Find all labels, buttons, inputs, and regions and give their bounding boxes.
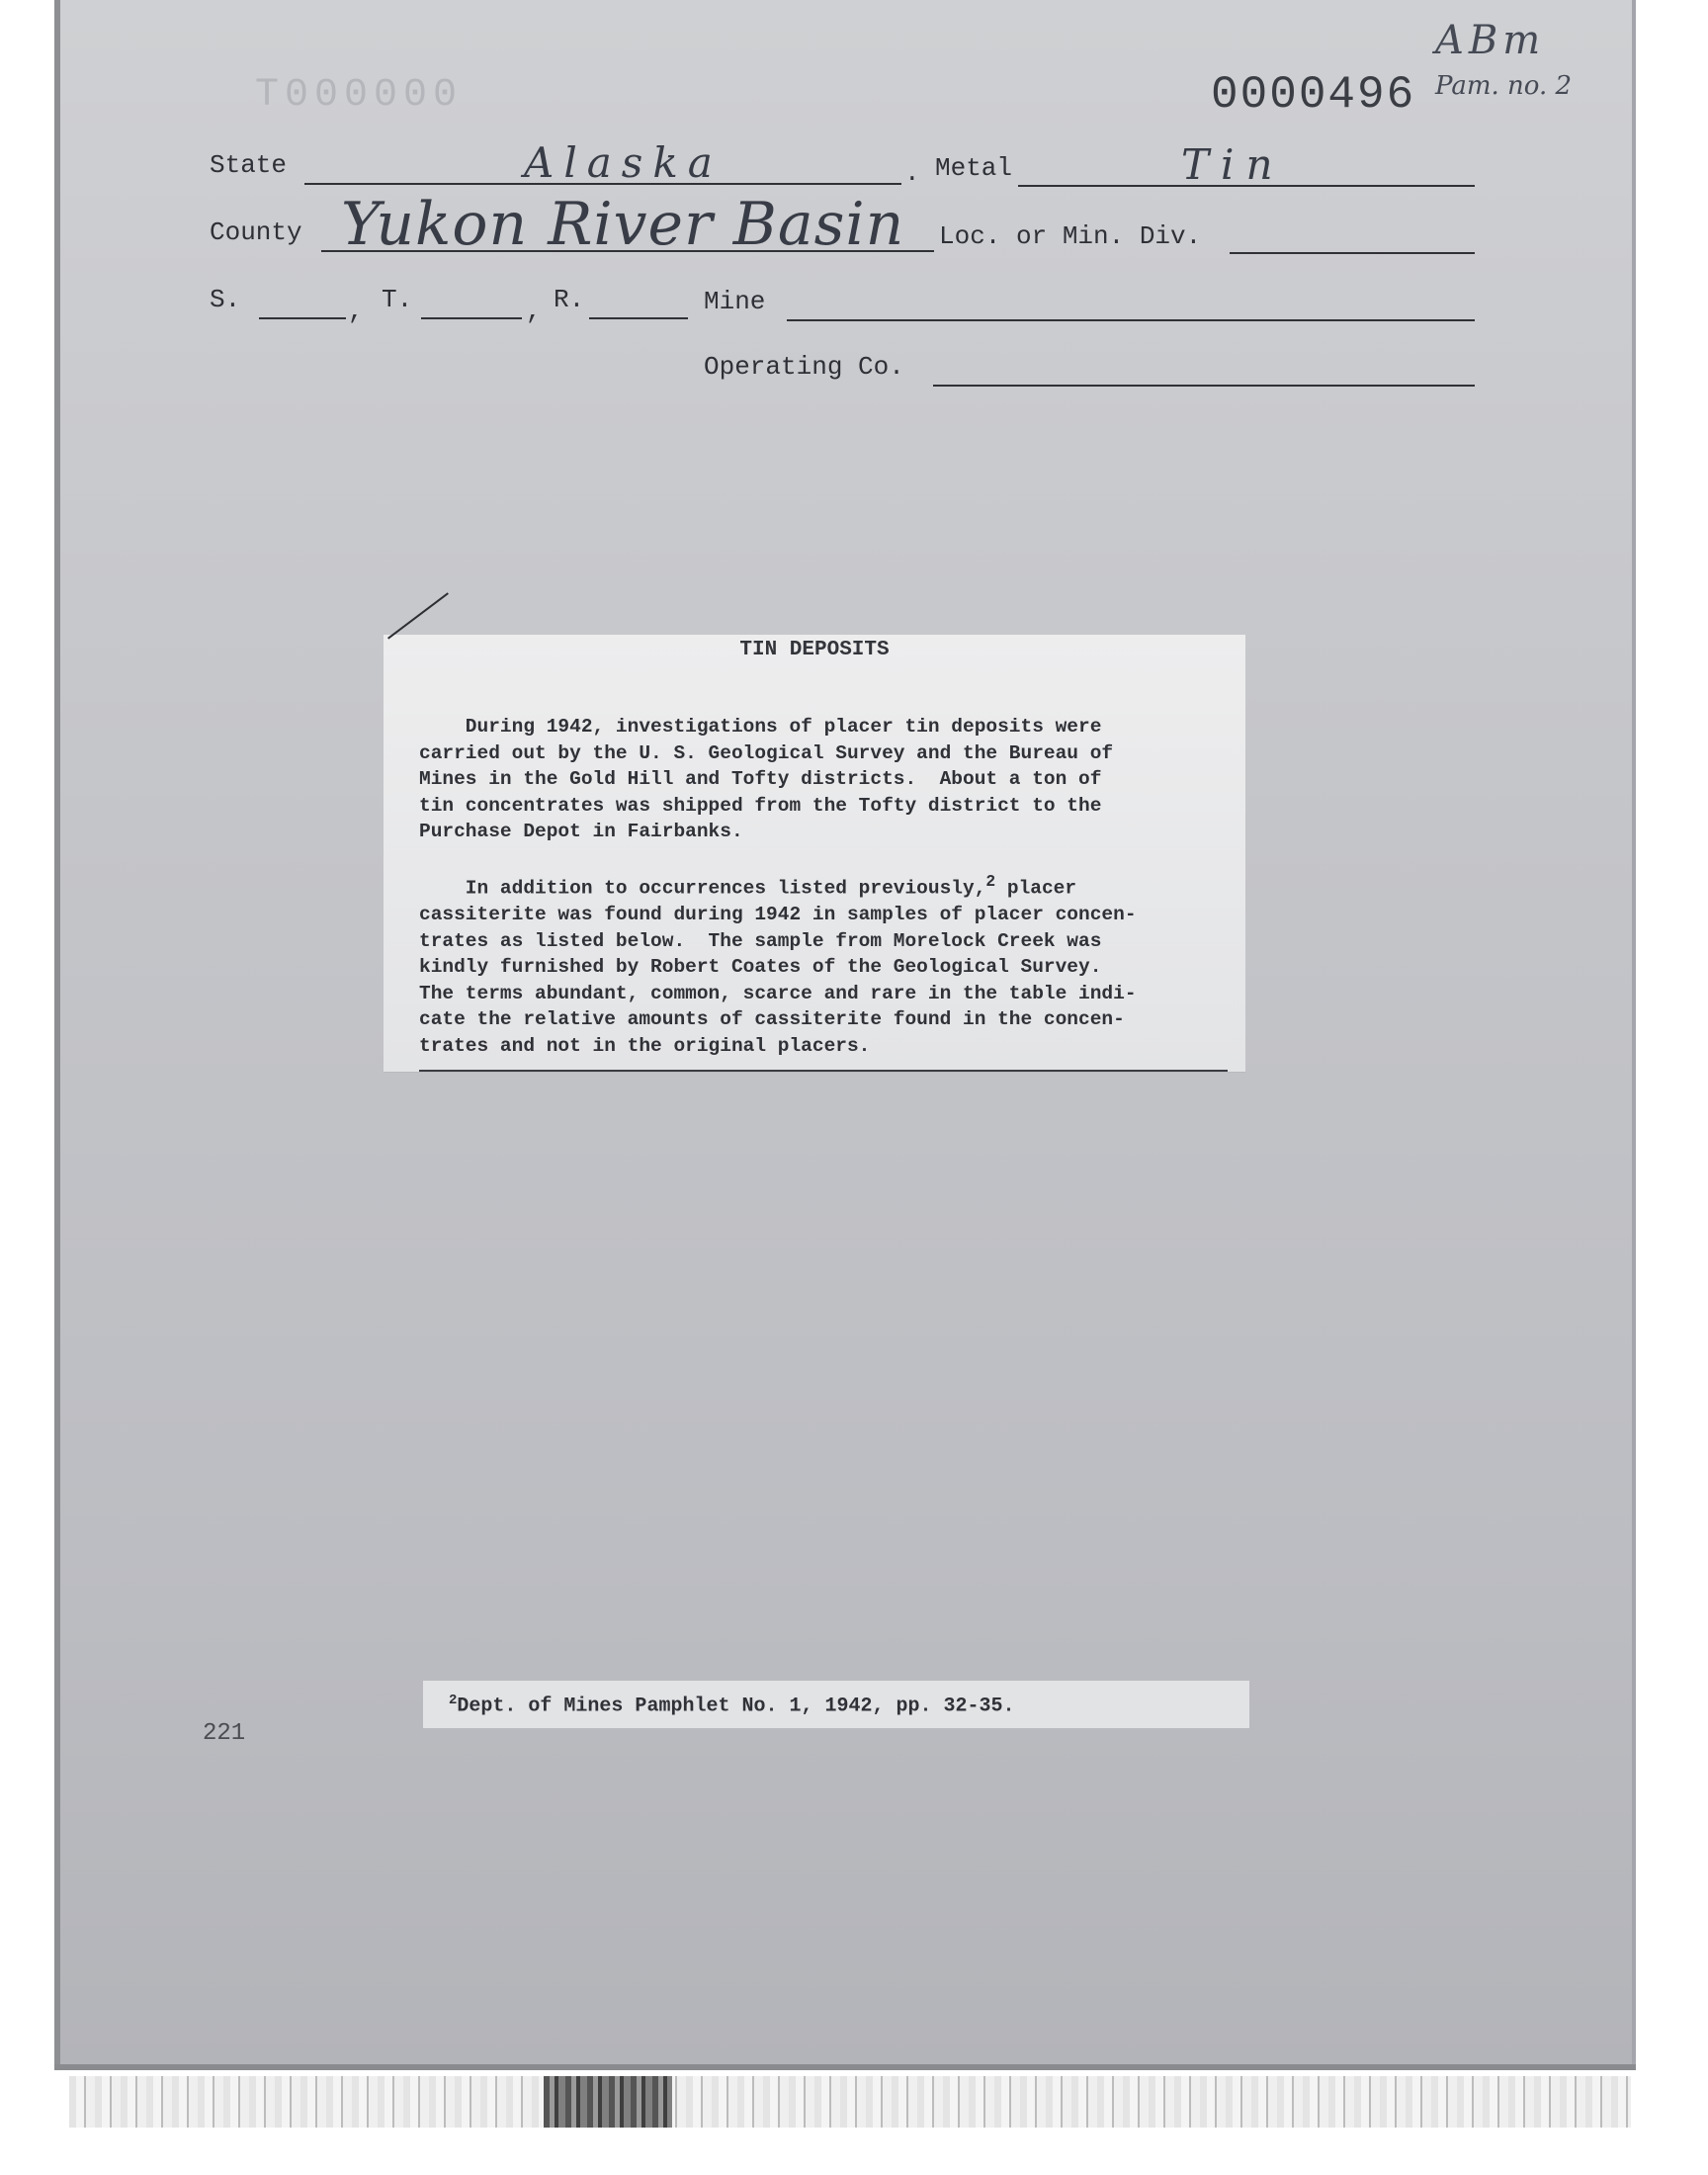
operating-line [933, 385, 1475, 387]
handwritten-annotation: ABm [1435, 18, 1546, 63]
operating-label: Operating Co. [704, 352, 904, 382]
footnote-clipping [423, 1681, 1249, 1728]
scan-edge-strip [69, 2076, 1631, 2128]
metal-value: Tin [1181, 140, 1285, 189]
loc-line [1230, 252, 1475, 254]
township-label: T. [382, 285, 413, 314]
section-comma: , [348, 297, 364, 326]
clipping-paragraph-1: During 1942, investigations of placer tin deposits were carried out by the U. S. Geological Survey and the Bureau of Mines in the Gold Hill and Tofty districts. About a ton of tin concentrates was shipped from the Tofty district to the Purchase Depot in Fairbanks. [419, 716, 1114, 842]
footnote-reference: 2 [985, 872, 996, 891]
township-line [421, 317, 522, 319]
state-label: State [210, 150, 288, 180]
handwritten-pamphlet-note: Pam. no. 2 [1435, 71, 1573, 101]
section-line [259, 317, 346, 319]
paragraph-2-start: In addition to occurrences listed previously, [419, 877, 986, 900]
state-value: Alaska [524, 138, 723, 187]
faint-stamped-id: T000000 [255, 73, 464, 118]
footnote-body: Dept. of Mines Pamphlet No. 1, 1942, pp. 32-35. [457, 1695, 1015, 1718]
page-number: 221 [203, 1720, 246, 1747]
mine-line [787, 319, 1475, 321]
section-label: S. [210, 285, 241, 314]
footnote-text [449, 1693, 1015, 1718]
clipping-paragraph-2 [419, 869, 1222, 1059]
text-clipping [384, 635, 1245, 1072]
mine-label: Mine [704, 287, 766, 316]
clipping-title: TIN DEPOSITS [739, 639, 890, 661]
township-comma: , [526, 297, 542, 326]
county-label: County [210, 218, 302, 247]
county-value: Yukon River Basin [341, 190, 905, 259]
range-line [589, 317, 688, 319]
range-label: R. [554, 285, 585, 314]
document-number: 0000496 [1211, 69, 1416, 121]
paragraph-2-rest: placer cassiterite was found during 1942 in samples of placer concen- trates as listed below. The sample from Morelock Creek was kindly furnished by Robert Coates of the Geological Survey. The terms abundant, common, scarce and rare in the table indi- cate the relative amounts of cassiterite found in the concen- trates and not in the original placers. [419, 877, 1137, 1057]
loc-label: Loc. or Min. Div. [939, 221, 1202, 251]
state-period: . [904, 158, 920, 188]
footnote-marker: 2 [449, 1693, 458, 1708]
clipping-rule [419, 1070, 1228, 1072]
metal-label: Metal [935, 153, 1013, 183]
scan-edge-dark-band [544, 2076, 672, 2128]
